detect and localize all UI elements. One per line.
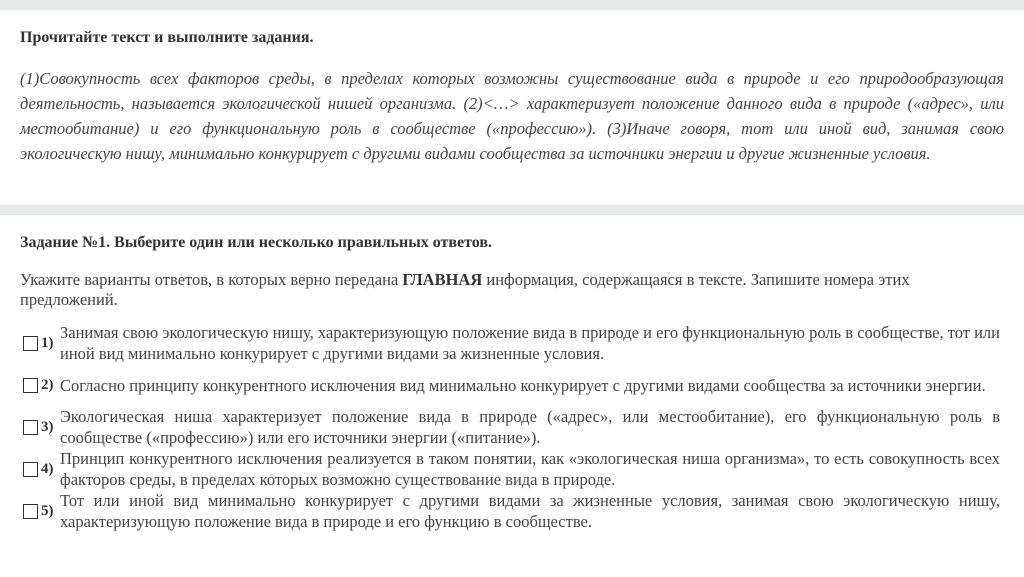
answer-text-4: Принцип конкурентного исключения реализуется в таком понятии, как «экологическая ниша организма», то есть совокупность всех факторов среды, в пределах которых возможно существование вида в природе. bbox=[60, 449, 1000, 489]
answer-text-5: Тот или иной вид минимально конкурирует с другими видами за жизненные условия, занимая свою экологическую нишу, характеризующую положение вида в природе и его функцию в сообществе. bbox=[60, 491, 1000, 531]
reading-heading: Прочитайте текст и выполните задания. bbox=[20, 29, 314, 46]
answer-options bbox=[20, 322, 1000, 532]
answer-number-3: 3) bbox=[41, 418, 54, 435]
instruction-emphasis: ГЛАВНАЯ bbox=[402, 270, 483, 289]
answer-option-1[interactable] bbox=[20, 322, 1000, 364]
instruction-text-end: информация, содержащаяся в тексте. Запишите номера этих предложений. bbox=[20, 270, 910, 309]
task-instruction bbox=[20, 270, 1004, 310]
answer-checkbox-3[interactable] bbox=[23, 420, 38, 435]
answer-number-4: 4) bbox=[41, 460, 54, 477]
answer-text-3: Экологическая ниша характеризует положение вида в природе («адрес», или местообитание), его функциональную роль в сообществе («профессию») или его источники энергии («питание»). bbox=[60, 407, 1000, 447]
answer-option-2[interactable] bbox=[20, 364, 1000, 406]
answer-option-4[interactable] bbox=[20, 448, 1000, 490]
answer-checkbox-1[interactable] bbox=[23, 336, 38, 351]
answer-option-5[interactable] bbox=[20, 490, 1000, 532]
reading-passage: (1)Совокупность всех факторов среды, в пределах которых возможны существование вида в природе и его природообразующая деятельность, называется экологической нишей организма. (2)<…> характеризует положение данного вида в природе («адрес», или местообитание) и его функциональную роль в сообществе («профессию»). (3)Иначе говоря, тот или иной вид, занимая свою экологическую нишу, минимально конкурирует с другими видами сообщества за источники энергии и другие жизненные условия. bbox=[20, 69, 1004, 163]
answer-number-5: 5) bbox=[41, 502, 54, 519]
top-divider bbox=[0, 0, 1024, 10]
answer-checkbox-4[interactable] bbox=[23, 462, 38, 477]
answer-checkbox-5[interactable] bbox=[23, 504, 38, 519]
task-heading: Задание №1. Выберите один или несколько правильных ответов. bbox=[20, 234, 493, 251]
answer-text-2: Согласно принципу конкурентного исключения вид минимально конкурирует с другими видами сообщества за источники энергии. bbox=[60, 375, 986, 395]
instruction-text-start: Укажите варианты ответов, в которых верно передана bbox=[20, 270, 403, 289]
answer-number-1: 1) bbox=[41, 334, 54, 351]
section-divider bbox=[0, 205, 1024, 215]
answer-number-2: 2) bbox=[41, 376, 54, 393]
answer-option-3[interactable] bbox=[20, 406, 1000, 448]
answer-checkbox-2[interactable] bbox=[23, 378, 38, 393]
answer-text-1: Занимая свою экологическую нишу, характеризующую положение вида в природе и его функциональную роль в сообществе, тот или иной вид минимально конкурирует с другими видами за жизненные условия. bbox=[60, 323, 1000, 363]
